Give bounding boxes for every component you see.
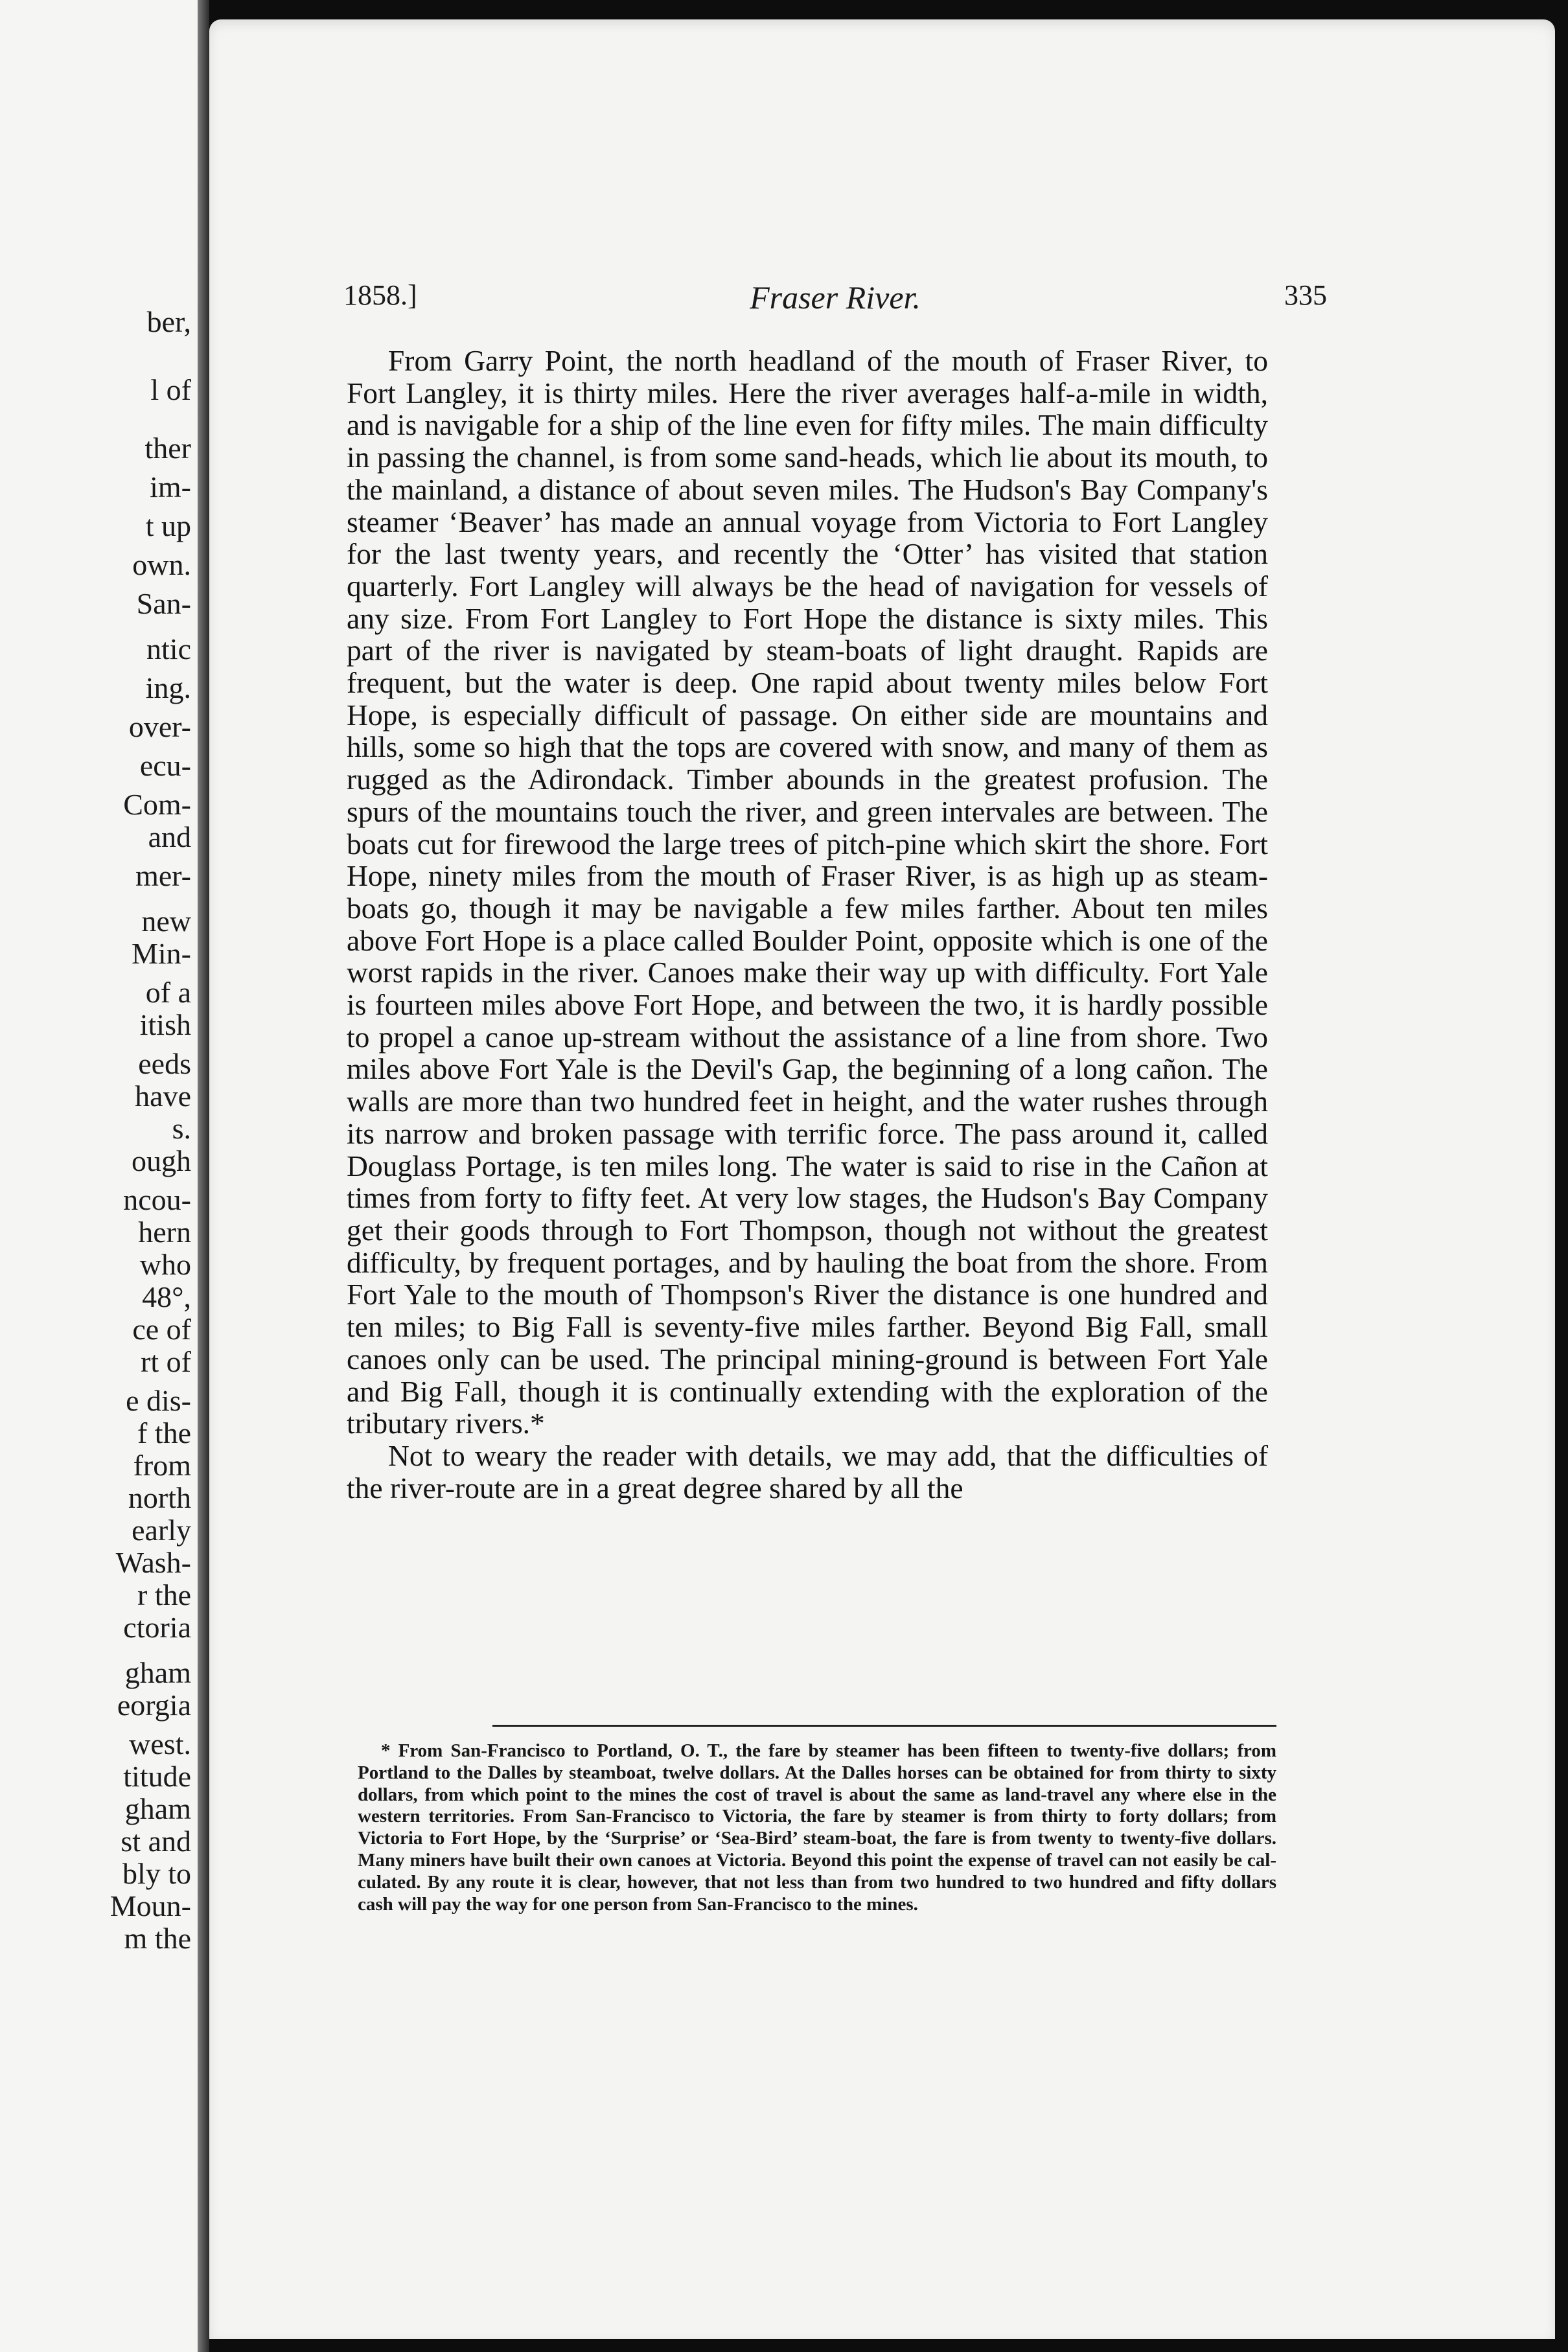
facing-page-line: Moun- bbox=[110, 1889, 191, 1922]
facing-page-line: hern bbox=[138, 1216, 191, 1249]
facing-page-line: ce of bbox=[132, 1313, 191, 1346]
facing-page-line: eorgia bbox=[117, 1689, 191, 1722]
facing-page-line: west. bbox=[129, 1727, 191, 1760]
facing-page-line: San- bbox=[136, 587, 191, 620]
facing-page-line: north bbox=[128, 1481, 191, 1514]
facing-page-fragment bbox=[0, 0, 198, 2352]
header-year: 1858.] bbox=[343, 279, 417, 311]
facing-page-line: ncou- bbox=[123, 1183, 191, 1216]
footnote-rule bbox=[492, 1725, 1276, 1727]
main-text bbox=[347, 345, 1268, 1504]
paragraph: From Garry Point, the north headland of the mouth of Fraser River, to Fort Langley, it is thirty miles. Here the river averages half-a-mile in width, and is navigable for a ship of the line even for fifty miles. The main difficulty in passing the channel, is from some sand-heads, which lie about its mouth, to the mainland, a distance of about seven miles. The Hudson's Bay Company's steamer ‘Beaver’ has made an annual voyage from Victoria to Fort Langley for the last twenty years, and recently the ‘Otter’ has visited that station quarterly. Fort Langley will always be the head of navigation for vessels of any size. From Fort Langley to Fort Hope the distance is sixty miles. This part of the river is navigated by steam-boats of light draught. Rapids are frequent, but the water is deep. One rapid about twenty miles below Fort Hope, is especially difficult of passage. On either side are mountains and hills, some so high that the tops are covered with snow, and many of them as rugged as the Adirondack. Timber abounds in the greatest profusion. The spurs of the mountains touch the river, and green intervales are between. The boats cut for firewood the large trees of pitch-pine which skirt the shore. Fort Hope, ninety miles from the mouth of Fraser River, is as high up as steam-boats go, though it may be navigable a few miles farther. About ten miles above Fort Hope is a place called Boulder Point, opposite which is one of the worst rapids in the river. Canoes make their way up with difficulty. Fort Yale is fourteen miles above Fort Hope, and between the two, it is hardly possible to propel a canoe up-stream without the assistance of a line from shore. Two miles above Fort Yale is the Devil's Gap, the beginning of a long cañon. The walls are more than two hundred feet in height, and the water rushes through its narrow and broken passage with terrific force. The pass around it, called Douglass Portage, is ten miles long. The water is said to rise in the Cañon at times from forty to fifty feet. At very low stages, the Hudson's Bay Company get their goods through to Fort Thompson, though not without the greatest difficulty, by frequent portages, and by hauling the boat from the shore. From Fort Yale to the mouth of Thompson's River the distance is one hundred and ten miles; to Big Fall is seventy-five miles farther. Beyond Big Fall, small canoes only can be used. The principal mining-ground is between Fort Yale and Big Fall, though it is continually extending with the exploration of the tributary rivers.* bbox=[347, 344, 1268, 1440]
page-number: 335 bbox=[1284, 279, 1327, 311]
facing-page-line: r the bbox=[137, 1578, 191, 1611]
facing-page-line: Min- bbox=[132, 937, 191, 970]
facing-page-line: ecu- bbox=[139, 749, 191, 782]
facing-page-line: ctoria bbox=[123, 1611, 191, 1644]
book-gutter bbox=[198, 0, 209, 2352]
facing-page-line: e dis- bbox=[126, 1384, 191, 1417]
facing-page-line: of a bbox=[145, 976, 191, 1009]
facing-page-line: Com- bbox=[123, 788, 191, 821]
facing-page-line: mer- bbox=[135, 859, 191, 892]
facing-page-line: ther bbox=[144, 432, 191, 465]
facing-page-line: ing. bbox=[145, 671, 191, 704]
facing-page-line: im- bbox=[150, 470, 191, 503]
facing-page-line: ntic bbox=[146, 632, 191, 665]
facing-page-line: bly to bbox=[122, 1857, 191, 1890]
footnote: * From San-Francisco to Portland, O. T., the fare by steamer has been fifteen to twenty-five dollars; from Portland to the Dalles by steamboat, twelve dollars. At the Dalles horses can be obtained for from thirty to sixty dollars, from which point to the mines the cost of travel is about the same as land-travel any where else in the western territories. From San-Francisco to Victoria, the fare by steamer is from thirty to forty dollars; from Victoria to Fort Hope, by the ‘Surprise’ or ‘Sea-Bird’ steam-boat, the fare is from twenty to twenty-five dollars. Many miners have built their own canoes at Victoria. Beyond this point the expense of travel can not easily be calculated. By any route it is clear, however, that not less than from two hundred to two hundred and fifty dollars cash will pay the way for one person from San-Francisco to the mines. bbox=[358, 1740, 1276, 1915]
facing-page-line: over- bbox=[128, 710, 191, 743]
facing-page-line: early bbox=[132, 1514, 191, 1547]
facing-page-line: ough bbox=[132, 1144, 191, 1177]
running-header bbox=[343, 279, 1327, 320]
paragraph: Not to weary the reader with details, we may add, that the difficulties of the river-route are in a great degree shared by all the bbox=[347, 1438, 1268, 1505]
header-title: Fraser River. bbox=[750, 279, 921, 316]
facing-page-line: st and bbox=[121, 1825, 191, 1858]
facing-page-line: gham bbox=[124, 1792, 191, 1825]
facing-page-line: f the bbox=[137, 1416, 191, 1449]
facing-page-line: from bbox=[133, 1449, 191, 1482]
facing-page-line: s. bbox=[172, 1112, 191, 1145]
facing-page-line: Wash- bbox=[115, 1546, 191, 1579]
facing-page-line: who bbox=[139, 1248, 191, 1281]
facing-page-line: have bbox=[135, 1079, 191, 1113]
facing-page-line: new bbox=[141, 905, 191, 938]
facing-page-line: gham bbox=[124, 1656, 191, 1689]
facing-page-line: t up bbox=[145, 509, 191, 542]
facing-page-line: rt of bbox=[141, 1345, 191, 1378]
facing-page-line: l of bbox=[150, 373, 191, 406]
facing-page-line: own. bbox=[132, 548, 191, 581]
facing-page-line: and bbox=[148, 820, 191, 853]
facing-page-line: m the bbox=[124, 1922, 191, 1955]
facing-page-line: itish bbox=[139, 1008, 191, 1041]
facing-page-line: 48°, bbox=[142, 1280, 191, 1313]
facing-page-line: ber, bbox=[146, 305, 191, 338]
facing-page-line: titude bbox=[123, 1760, 191, 1793]
facing-page-line: eeds bbox=[138, 1047, 191, 1080]
